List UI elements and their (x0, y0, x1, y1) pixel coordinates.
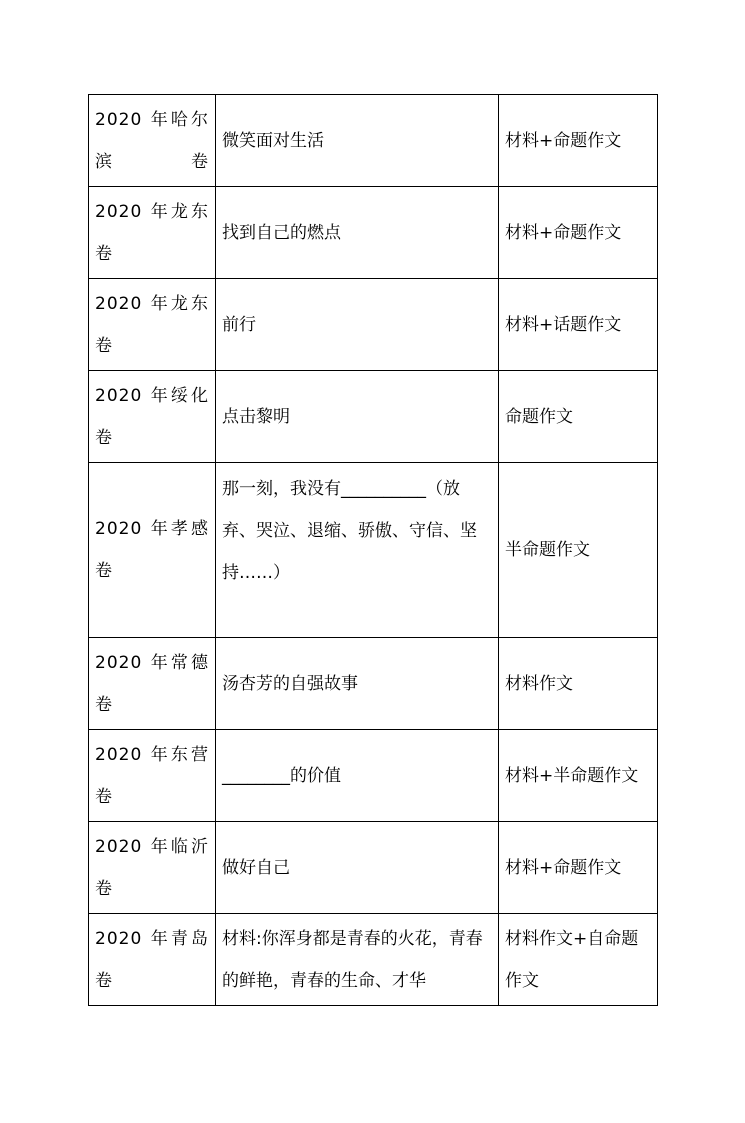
essay-type-cell: 材料+命题作文 (499, 95, 658, 187)
essay-title-cell: 找到自己的燃点 (216, 187, 499, 279)
exam-name-cell: 2020 年东营卷 (89, 730, 216, 822)
essay-type-cell: 半命题作文 (499, 463, 658, 638)
table-row (89, 187, 658, 279)
exam-name-cell: 2020 年绥化卷 (89, 371, 216, 463)
exam-name-cell: 2020 年临沂卷 (89, 822, 216, 914)
exam-name-cell: 2020 年常德卷 (89, 638, 216, 730)
essay-topic-table (88, 94, 658, 1006)
essay-type-cell: 材料+命题作文 (499, 822, 658, 914)
table-row (89, 822, 658, 914)
essay-title-cell: 点击黎明 (216, 371, 499, 463)
table-row (89, 95, 658, 187)
essay-type-cell: 命题作文 (499, 371, 658, 463)
table-row (89, 730, 658, 822)
essay-type-cell: 材料+命题作文 (499, 187, 658, 279)
essay-title-cell: 做好自己 (216, 822, 499, 914)
essay-type-cell: 材料作文 (499, 638, 658, 730)
essay-type-cell: 材料作文+自命题作文 (499, 914, 658, 1006)
exam-name-cell: 2020 年孝感卷 (89, 463, 216, 638)
table-row (89, 371, 658, 463)
exam-name-cell: 2020 年青岛卷 (89, 914, 216, 1006)
essay-type-cell: 材料+话题作文 (499, 279, 658, 371)
essay-title-cell: 汤杏芳的自强故事 (216, 638, 499, 730)
table-row (89, 914, 658, 1006)
exam-name-cell: 2020 年龙东卷 (89, 187, 216, 279)
essay-title-text: 那一刻，我没有__________（放弃、哭泣、退缩、骄傲、守信、坚持……） (222, 479, 477, 583)
essay-title-cell: ________的价值 (216, 730, 499, 822)
essay-type-cell: 材料+半命题作文 (499, 730, 658, 822)
exam-name-cell: 2020 年龙东卷 (89, 279, 216, 371)
table-row (89, 638, 658, 730)
essay-title-cell: 材料:你浑身都是青春的火花，青春的鲜艳，青春的生命、才华 (216, 914, 499, 1006)
exam-name-cell: 2020 年哈尔滨卷 (89, 95, 216, 187)
essay-title-cell: 前行 (216, 279, 499, 371)
table-row (89, 279, 658, 371)
table-row (89, 463, 658, 638)
essay-title-cell (216, 463, 499, 638)
essay-title-cell: 微笑面对生活 (216, 95, 499, 187)
